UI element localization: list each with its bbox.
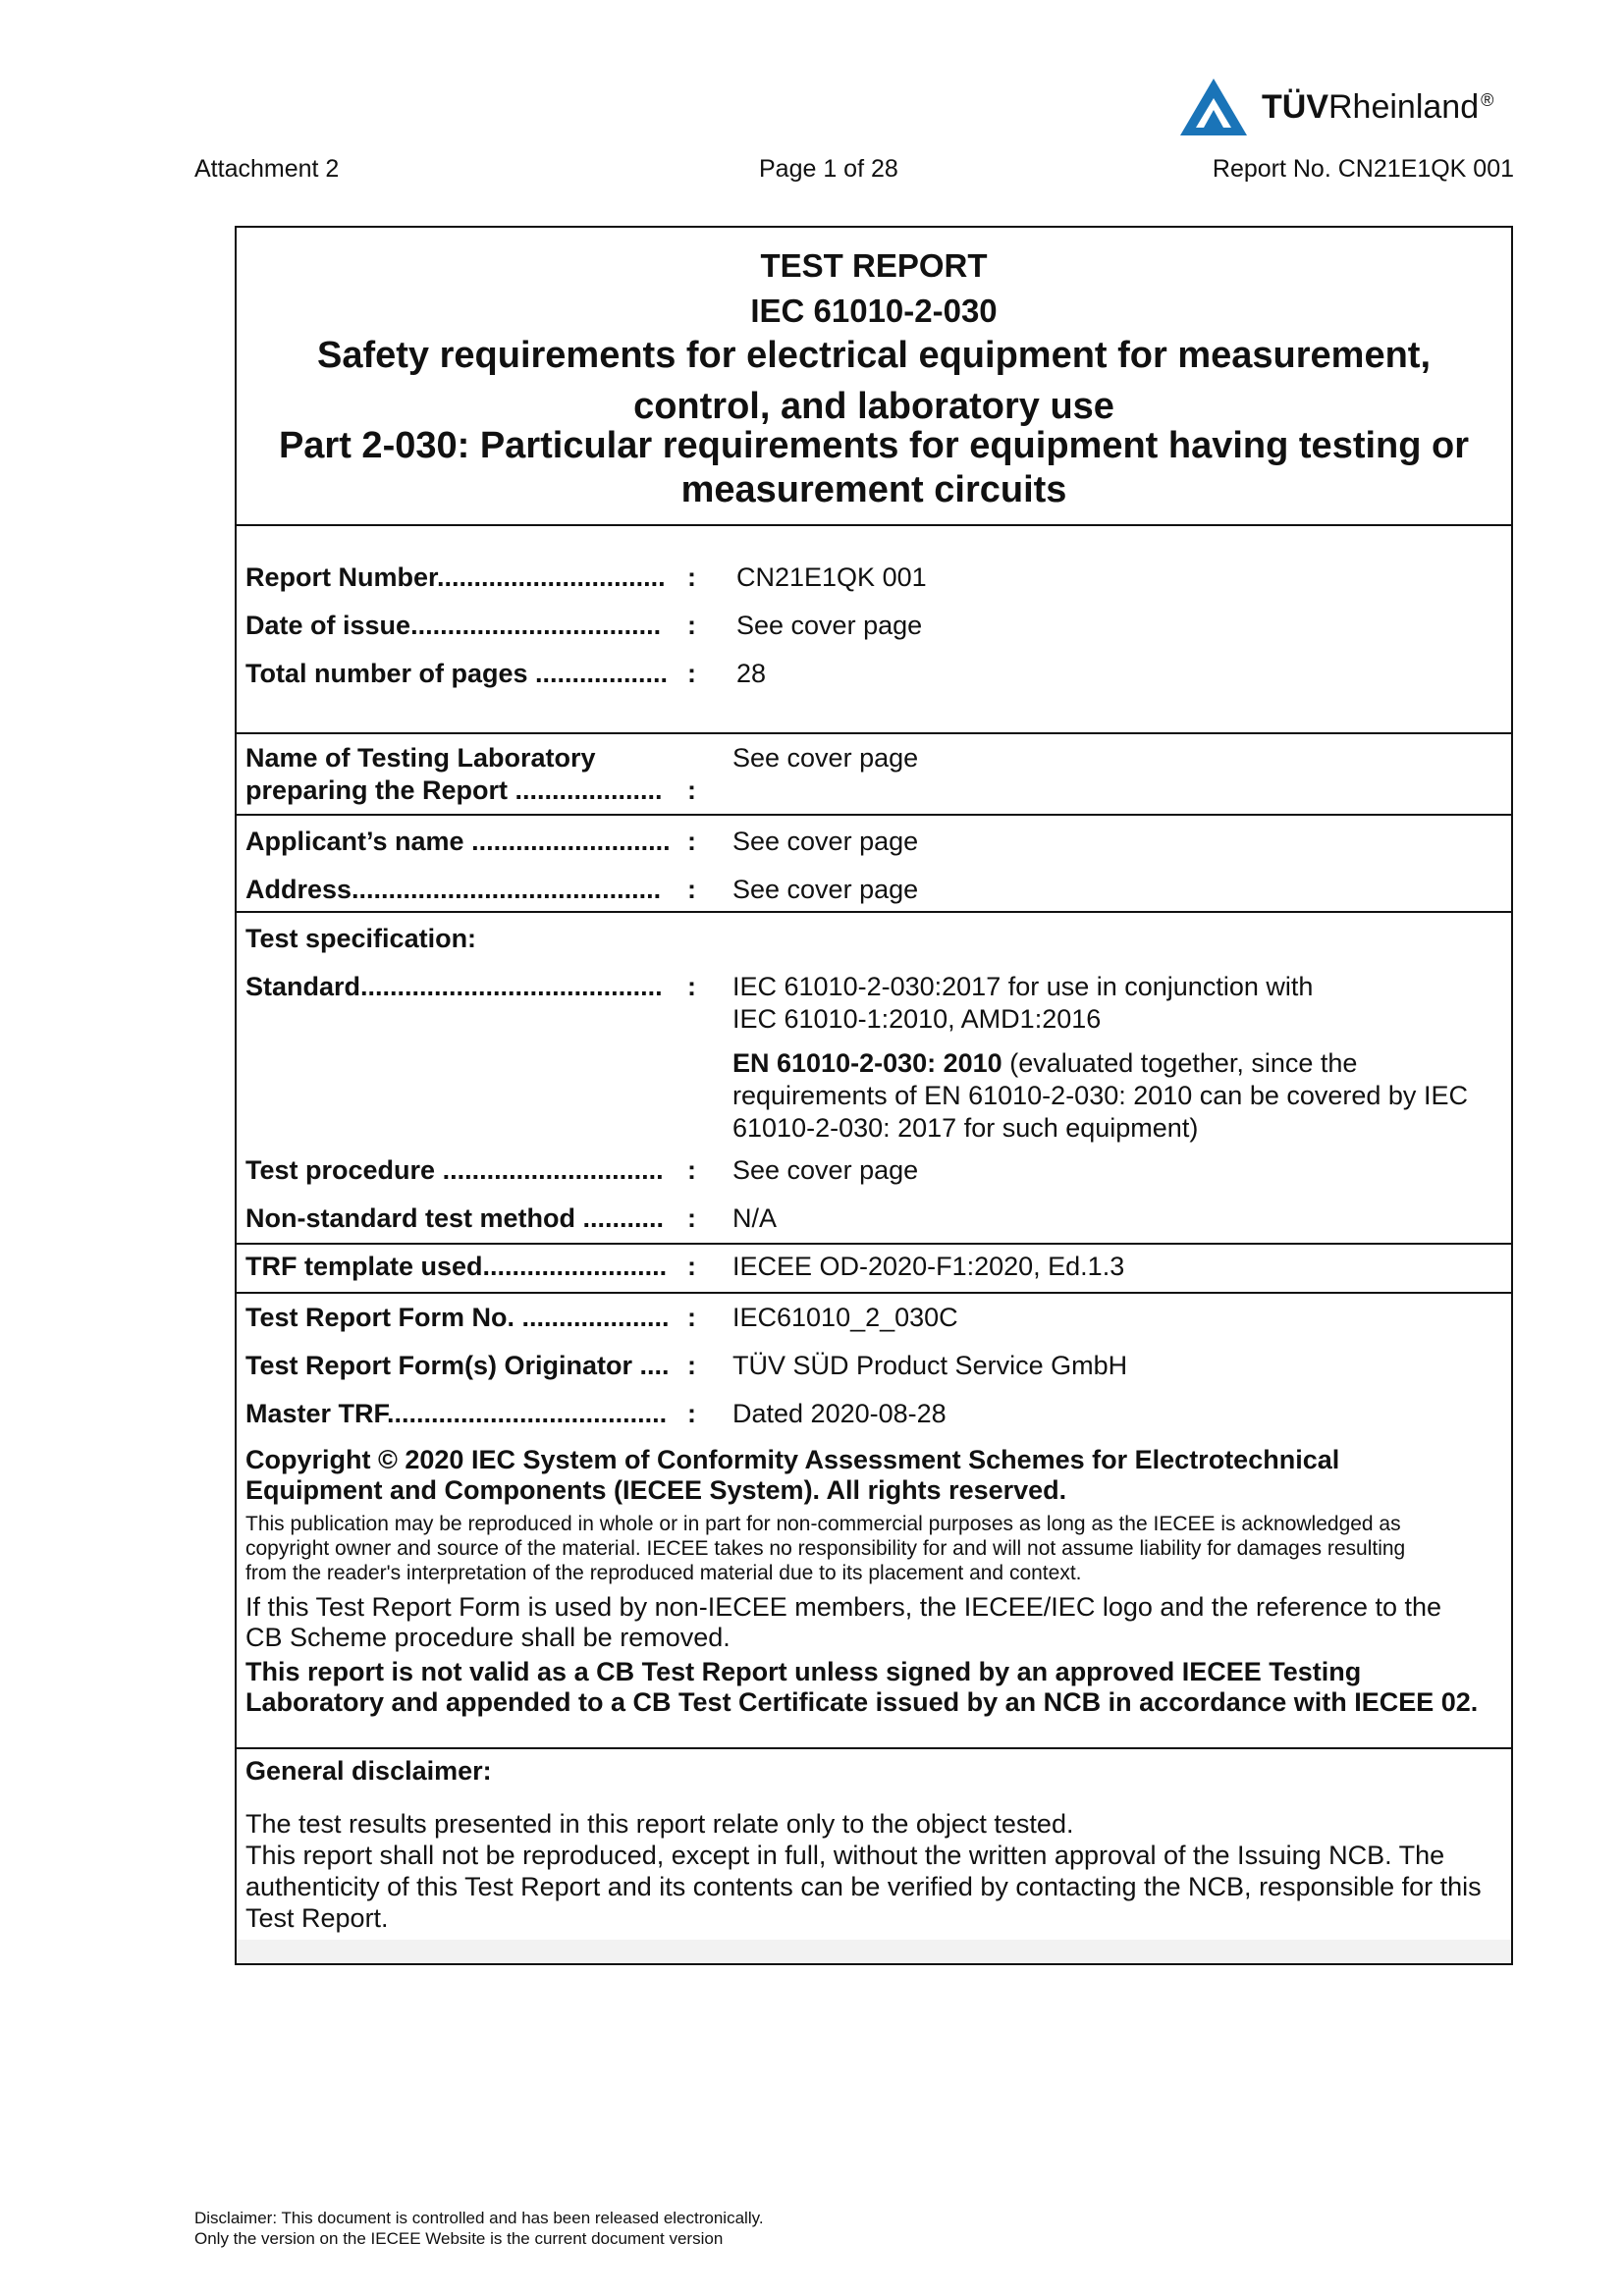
title-part: Part 2-030: Particular requirements for equipment having testing or measurement circuits bbox=[278, 425, 1470, 510]
logo-wordmark: TÜVRheinland ® bbox=[1262, 88, 1494, 126]
test-procedure-value: See cover page bbox=[732, 1155, 919, 1185]
tuv-rheinland-logo bbox=[1178, 77, 1532, 145]
report-number-value: CN21E1QK 001 bbox=[736, 562, 927, 592]
lab-name-row: Name of Testing Laboratory preparing the Report .................... : See cover page bbox=[245, 742, 1502, 807]
footer-disclaimer: Disclaimer: This document is controlled and has been released electronically. Only the version on the IECEE Website is the current document version bbox=[194, 2209, 764, 2248]
title-test-report: TEST REPORT bbox=[760, 247, 988, 284]
header-attachment: Attachment 2 bbox=[194, 155, 340, 183]
copyright-notice: This publication may be reproduced in whole or in part for non-commercial purposes as long as the IECEE is acknowledged as copyright owner and source of the material. IECEE takes no responsibility for and will not assume liability for damages resulting from the reader's interpretation of the reproduced material due to its placement and context. bbox=[245, 1513, 1406, 1584]
header-page-number: Page 1 of 28 bbox=[759, 155, 898, 183]
applicant-section: Applicant’s name ........................... : See cover page Address.......................................... : See cover page bbox=[237, 814, 1511, 913]
disclaimer-text: The test results presented in this report relate only to the object tested. This report shall not be reproduced, except in full, without the written approval of the Issuing NCB. The authenticity of this Test Report and its contents can be verified by contacting the NCB, responsible for this Test Report. bbox=[245, 1809, 1482, 1933]
date-of-issue-value: See cover page bbox=[736, 611, 923, 640]
trf-originator-value: TÜV SÜD Product Service GmbH bbox=[732, 1351, 1128, 1380]
title-standard: IEC 61010-2-030 bbox=[750, 293, 998, 329]
non-iecee-notice: If this Test Report Form is used by non-IECEE members, the IECEE/IEC logo and the reference to the CB Scheme procedure shall be removed. bbox=[245, 1592, 1442, 1652]
validity-notice: This report is not valid as a CB Test Report unless signed by an approved IECEE Testing Laboratory and appended to a CB Test Certificate issued by an NCB in accordance with IECEE 02. bbox=[245, 1657, 1479, 1717]
empty-bottom-row bbox=[237, 1940, 1511, 1963]
non-standard-value: N/A bbox=[732, 1203, 778, 1233]
tuv-triangle-icon bbox=[1178, 77, 1249, 137]
test-spec-section: Test specification: Standard......................................... : IEC 61010-2-030:2017 for use in conjunction with IEC 61010-1:2010, AMD1:2016 EN 61010-2-030: 2010 (evaluated together, since the requirements of EN 61010-2-030: 2010 can be covered by IEC 61010-2-030: 2017 for such equipment) Test procedure .............................. : See cover page Non-standard test method ........... : N/A bbox=[237, 911, 1511, 1245]
disclaimer-section bbox=[237, 1747, 1511, 1942]
lab-name-value: See cover page bbox=[732, 743, 919, 773]
master-trf-value: Dated 2020-08-28 bbox=[732, 1399, 947, 1428]
header-report-number: Report No. CN21E1QK 001 bbox=[1212, 155, 1514, 183]
disclaimer-heading: General disclaimer: bbox=[245, 1756, 492, 1786]
report-frame bbox=[235, 226, 1513, 1965]
copyright-heading: Copyright © 2020 IEC System of Conformity Assessment Schemes for Electrotechnical Equipment and Components (IECEE System). All rights reserved. bbox=[245, 1445, 1340, 1505]
report-info-section: Report Number............................... : CN21E1QK 001 Date of issue.................................. : See cover page Total number of pages .................. : 28 bbox=[237, 524, 1511, 734]
title-block bbox=[237, 228, 1511, 526]
title-subject: Safety requirements for electrical equipment for measurement, control, and laboratory use bbox=[316, 335, 1432, 427]
total-pages-value: 28 bbox=[736, 659, 767, 688]
applicant-value: See cover page bbox=[732, 827, 919, 856]
trf-form-no-value: IEC61010_2_030C bbox=[732, 1303, 958, 1332]
test-spec-heading: Test specification: bbox=[245, 924, 477, 953]
trf-form-section: Test Report Form No. .................... : IEC61010_2_030C Test Report Form(s) Originator .... : TÜV SÜD Product Service GmbH Master TRF...................................... : Dated 2020-08-28 Copyright © 2020 IEC System of Conformity Assessment Schemes for Electrotechnical Equipment and Components (IECEE System). All rights reserved. This publication may be reproduced in whole or in part for non-commercial purposes as long as the IECEE is acknowledged as copyright owner and source of the material. IECEE takes no responsibility for and will not assume liability for damages resulting from the reader's interpretation of the reproduced material due to its placement and context. If this Test Report Form is used by non-IECEE members, the IECEE/IEC logo and the reference to the CB Scheme procedure shall be removed. This report is not valid as a CB Test Report unless signed by an approved IECEE Testing Laboratory and appended to a CB Test Certificate issued by an NCB in accordance with IECEE 02. bbox=[237, 1292, 1511, 1749]
standard-value: IEC 61010-2-030:2017 for use in conjunction with IEC 61010-1:2010, AMD1:2016 EN 61010-2-030: 2010 (evaluated together, since the requirements of EN 61010-2-030: 2010 can be covered by IEC 61010-2-030: 2017 for such equipment) bbox=[732, 972, 1468, 1143]
trf-template-value: IECEE OD-2020-F1:2020, Ed.1.3 bbox=[732, 1252, 1125, 1281]
trf-template-section: TRF template used......................... : IECEE OD-2020-F1:2020, Ed.1.3 bbox=[237, 1243, 1511, 1294]
lab-section bbox=[237, 732, 1511, 816]
address-value: See cover page bbox=[732, 875, 919, 904]
